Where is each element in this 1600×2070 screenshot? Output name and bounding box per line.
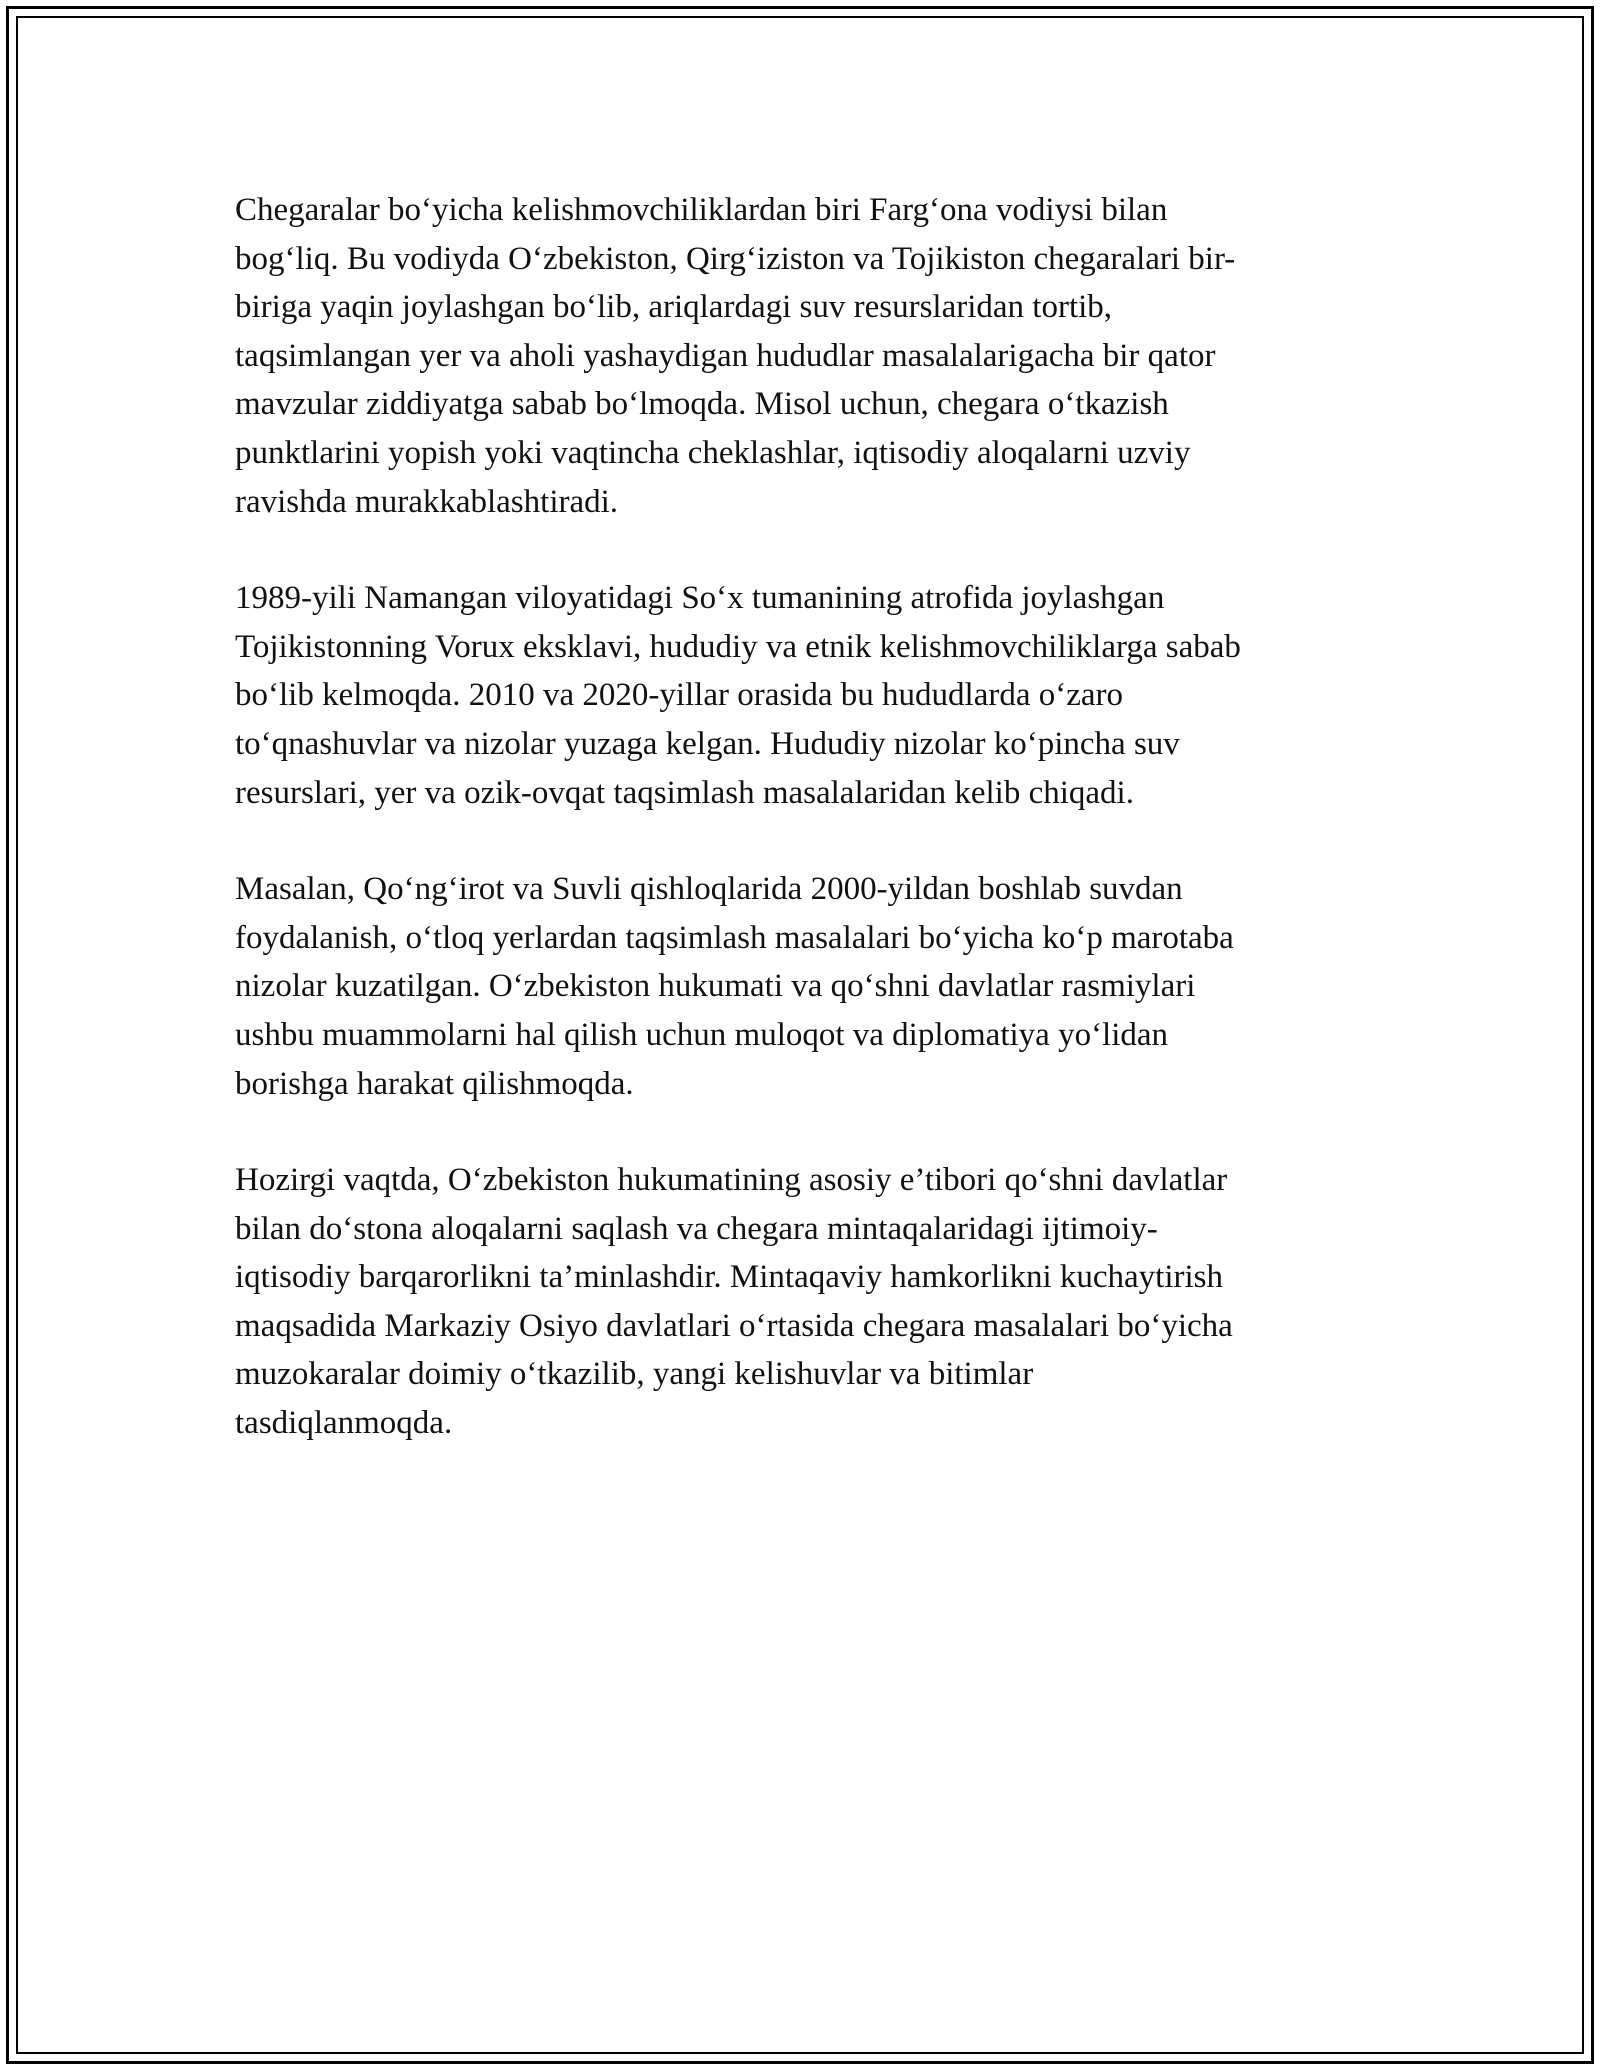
paragraph-line: punktlarini yopish yoki vaqtincha cheklashlar, iqtisodiy aloqalarni uzviy [235,434,1191,471]
paragraph-line: maqsadida Markaziy Osiyo davlatlari o‘rtasida chegara masalalari bo‘yicha [235,1307,1233,1344]
paragraph-line: bilan do‘stona aloqalarni saqlash va chegara mintaqalaridagi ijtimoiy- [235,1210,1158,1247]
paragraph-line: Hozirgi vaqtda, O‘zbekiston hukumatining asosiy e’tibori qo‘shni davlatlar [235,1162,1228,1199]
paragraph-line: taqsimlangan yer va aholi yashaydigan hududlar masalalarigacha bir qator [235,337,1216,374]
paragraph-line: muzokaralar doimiy o‘tkazilib, yangi kelishuvlar va bitimlar [235,1356,1034,1393]
paragraph-4 [235,1156,1365,1448]
paragraph-line: resurslari, yer va ozik-ovqat taqsimlash masalalaridan kelib chiqadi. [235,774,1134,811]
paragraph-line: tasdiqlanmoqda. [235,1405,453,1442]
paragraph-line: 1989-yili Namangan viloyatidagi So‘x tumanining atrofida joylashgan [235,580,1165,617]
paragraph-2 [235,574,1365,817]
paragraph-line: foydalanish, o‘tloq yerlardan taqsimlash masalalari bo‘yicha ko‘p marotaba [235,919,1234,956]
paragraph-1 [235,186,1365,526]
document-body [235,186,1365,1448]
paragraph-line: bog‘liq. Bu vodiyda O‘zbekiston, Qirg‘iziston va Tojikiston chegaralari bir- [235,240,1236,277]
paragraph-line: mavzular ziddiyatga sabab bo‘lmoqda. Misol uchun, chegara o‘tkazish [235,386,1169,423]
paragraph-3 [235,865,1365,1108]
paragraph-line: bo‘lib kelmoqda. 2010 va 2020-yillar orasida bu hududlarda o‘zaro [235,677,1124,714]
paragraph-line: ravishda murakkablashtiradi. [235,483,619,520]
paragraph-line: Chegaralar bo‘yicha kelishmovchiliklardan biri Farg‘ona vodiysi bilan [235,192,1168,228]
paragraph-line: iqtisodiy barqarorlikni ta’minlashdir. Mintaqaviy hamkorlikni kuchaytirish [235,1259,1224,1296]
paragraph-line: nizolar kuzatilgan. O‘zbekiston hukumati va qo‘shni davlatlar rasmiylari [235,968,1196,1005]
paragraph-line: biriga yaqin joylashgan bo‘lib, ariqlardagi suv resurslaridan tortib, [235,289,1113,326]
paragraph-line: ushbu muammolarni hal qilish uchun muloqot va diplomatiya yo‘lidan [235,1016,1169,1053]
paragraph-line: Tojikistonning Vorux eksklavi, hududiy va etnik kelishmovchiliklarga sabab [235,628,1241,665]
paragraph-line: to‘qnashuvlar va nizolar yuzaga kelgan. Hududiy nizolar ko‘pincha suv [235,725,1180,762]
paragraph-line: Masalan, Qo‘ng‘irot va Suvli qishloqlarida 2000-yildan boshlab suvdan [235,871,1183,908]
paragraph-line: borishga harakat qilishmoqda. [235,1065,634,1102]
